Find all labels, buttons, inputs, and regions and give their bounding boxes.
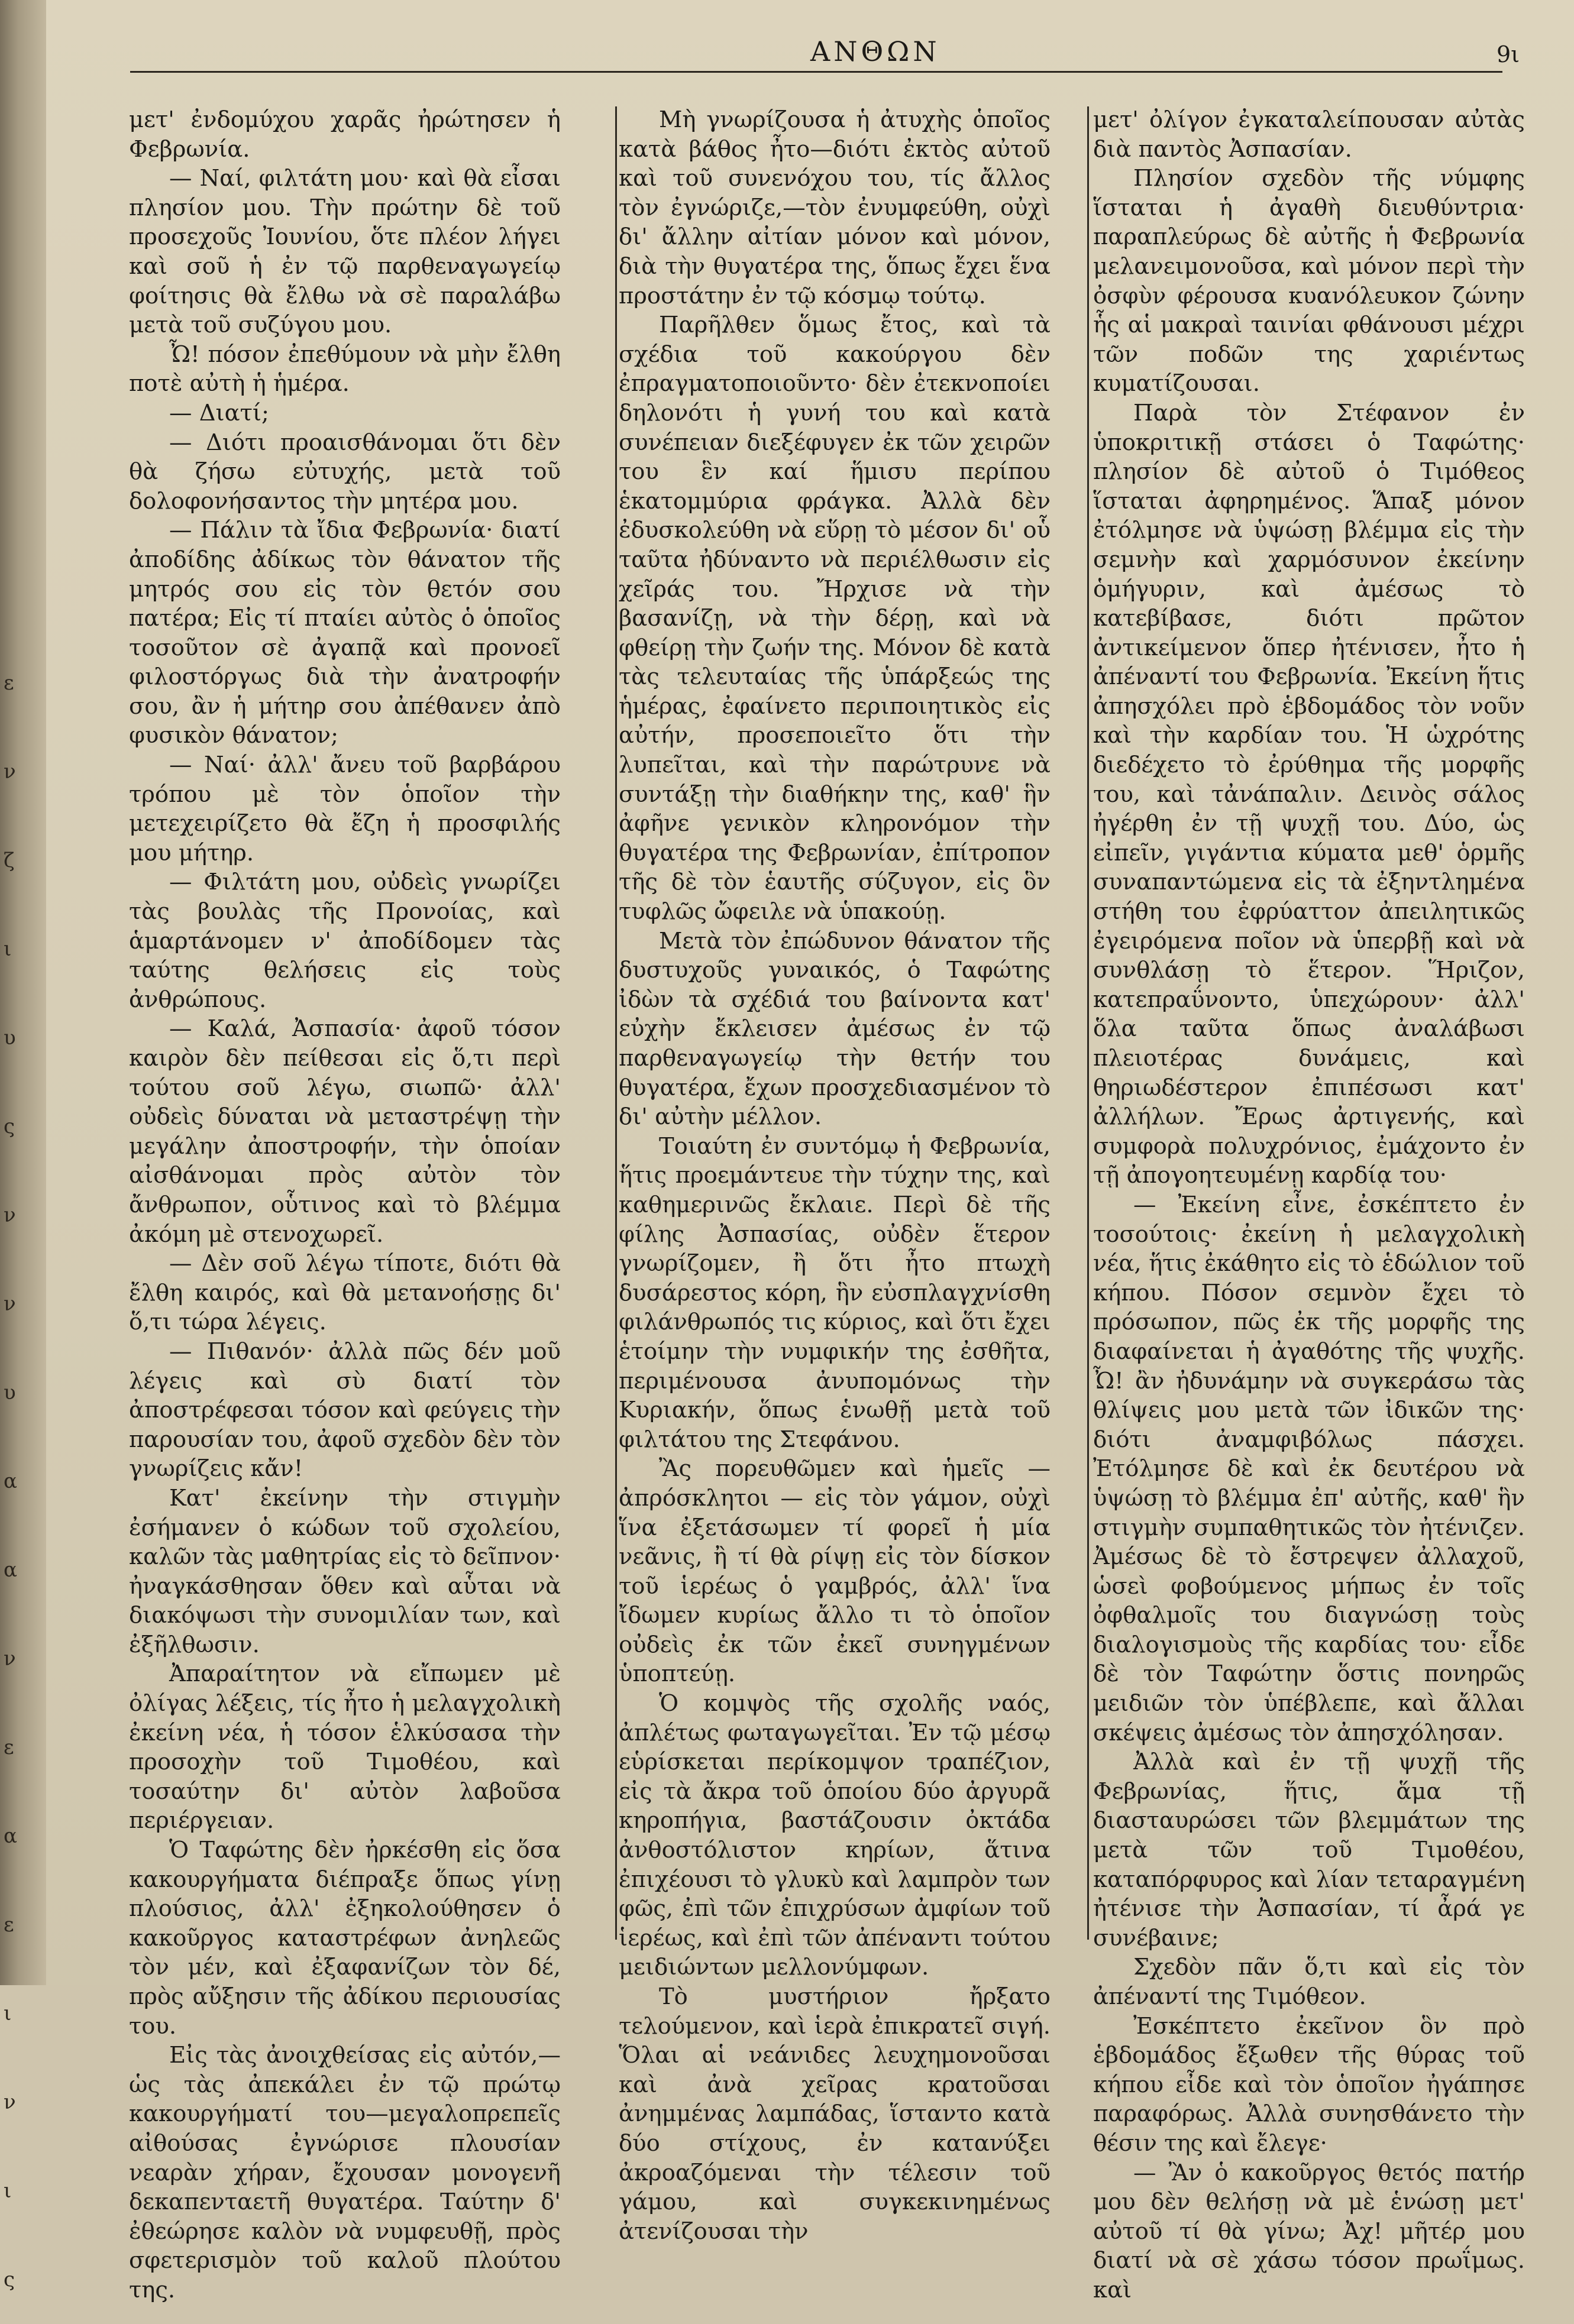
text-column-3 xyxy=(1093,105,1525,2303)
spine-glyph: ζ xyxy=(4,849,15,872)
paragraph: Παρῆλθεν ὅμως ἔτος, καὶ τὰ σχέδια τοῦ κακούργου δὲν ἐπραγματοποιοῦντο· δὲν ἐτεκνοποίει δηλονότι ἡ γυνή του καὶ κατὰ συνέπειαν διεξέφυγεν ἐκ τῶν χειρῶν του ἓν καί ἥμισυ περίπου ἑκατομμύρια φράγκα. Ἀλλὰ δὲν ἐδυσκολεύθη νὰ εὕρῃ τὸ μέσον δι' οὗ ταῦτα ἠδύναντο νὰ περιέλθωσιν εἰς χεῖράς του. Ἤρχισε νὰ τὴν βασανίζῃ, νὰ τὴν δέρῃ, καὶ νὰ φθείρῃ τὴν ζωήν της. Μόνον δὲ κατὰ τὰς τελευταίας τῆς ὑπάρξεώς της ἡμέρας, ἐφαίνετο περιποιητικὸς εἰς αὐτήν, προσεποιεῖτο ὅτι τὴν λυπεῖται, καὶ τὴν παρώτρυνε νὰ συντάξῃ τὴν διαθήκην της, καθ' ἣν ἀφῆνε γενικὸν κληρονόμον τὴν θυγατέρα της Φεβρωνίαν, ἐπίτροπον τῆς δὲ τὸν ἑαυτῆς σύζυγον, εἰς ὃν τυφλῶς ὤφειλε νὰ ὑπακούῃ. xyxy=(619,312,1051,925)
text-column-2 xyxy=(619,105,1051,2245)
paragraph: Σχεδὸν πᾶν ὅ,τι καὶ εἰς τὸν ἀπέναντί της Τιμόθεον. xyxy=(1093,1954,1525,2010)
paragraph: — Διότι προαισθάνομαι ὅτι δὲν θὰ ζήσω εὐτυχής, μετὰ τοῦ δολοφονήσαντος τὴν μητέρα μου. xyxy=(129,429,561,514)
paragraph: Ἀλλὰ καὶ ἐν τῇ ψυχῇ τῆς Φεβρωνίας, ἥτις, ἅμα τῇ διασταυρώσει τῶν βλεμμάτων της μετὰ τῶν τοῦ Τιμοθέου, καταπόρφυρος καὶ λίαν τεταραγμένη ἠτένισε τὴν Ἀσπασίαν, τί ἆρά γε συνέβαινε; xyxy=(1093,1749,1525,1951)
spine-glyph: α xyxy=(4,1470,17,1493)
paragraph: μετ' ὀλίγον ἐγκαταλείπουσαν αὐτὰς διὰ παντὸς Ἀσπασίαν. xyxy=(1093,106,1525,163)
paragraph: — Ἂν ὁ κακοῦργος θετός πατήρ μου δὲν θελήσῃ νὰ μὲ ἑνώσῃ μετ' αὐτοῦ τί θὰ γίνω; Ἀχ! μῆτέρ μου διατί νὰ σὲ χάσω τόσον πρωΐμως. καὶ xyxy=(1093,2159,1525,2303)
paragraph: — Καλά, Ἀσπασία· ἀφοῦ τόσον καιρὸν δὲν πείθεσαι εἰς ὅ,τι περὶ τούτου σοῦ λέγω, σιωπῶ· ἀλλ' οὐδεὶς δύναται νὰ μεταστρέψῃ τὴν μεγάλην ἀποστροφήν, τὴν ὁποίαν αἰσθάνομαι πρὸς αὐτὸν τὸν ἄνθρωπον, οὗτινος καὶ τὸ βλέμμα ἀκόμη μὲ στενοχωρεῖ. xyxy=(129,1015,561,1248)
spine-glyph: ν xyxy=(4,2090,16,2114)
paragraph: Ἀπαραίτητον νὰ εἴπωμεν μὲ ὀλίγας λέξεις, τίς ἦτο ἡ μελαγχολικὴ ἐκείνη νέα, ἡ τόσον ἑλκύσασα τὴν προσοχὴν τοῦ Τιμοθέου, καὶ τοσαύτην δι' αὐτὸν λαβοῦσα περιέργειαν. xyxy=(129,1661,561,1834)
spine-glyph: ν xyxy=(4,1647,16,1671)
spine-glyph: ι xyxy=(4,937,12,961)
running-title: ΑΝΘΩΝ xyxy=(810,35,940,67)
paragraph: Μὴ γνωρίζουσα ἡ ἀτυχὴς ὁποῖος κατὰ βάθος ἦτο—διότι ἐκτὸς αὐτοῦ καὶ τοῦ συνενόχου του, τίς ἄλλος τὸν ἐγνώριζε,—τὸν ἐνυμφεύθη, οὐχὶ δι' ἄλλην αἰτίαν μόνον καὶ μόνον, διὰ τὴν θυγατέρα της, ὅπως ἔχει ἕνα προστάτην ἐν τῷ κόσμῳ τούτῳ. xyxy=(619,106,1051,309)
spine-glyph: ν xyxy=(4,760,16,784)
spine-glyph: υ xyxy=(4,1381,16,1404)
paragraph: Τοιαύτη ἐν συντόμῳ ἡ Φεβρωνία, ἥτις προεμάντευε τὴν τύχην της, καὶ καθημερινῶς ἔκλαιε. Περὶ δὲ τῆς φίλης Ἀσπασίας, οὐδὲν ἕτερον γνωρίζομεν, ἢ ὅτι ἦτο πτωχὴ δυσάρεστος κόρη, ἣν εὐσπλαγχνίσθη φιλάνθρωπός τις κύριος, καὶ ὅτι ἔχει ἑτοίμην τὴν νυμφικήν της ἐσθῆτα, περιμένουσα ἀνυπομόνως τὴν Κυριακήν, ὅπως ἑνωθῇ μετὰ τοῦ φιλτάτου της Στεφάνου. xyxy=(619,1132,1051,1453)
paragraph: — Ναί· ἀλλ' ἄνευ τοῦ βαρβάρου τρόπου μὲ τὸν ὁποῖον τὴν μετεχειρίζετο θὰ ἔζη ἡ προσφιλής μου μήτηρ. xyxy=(129,752,561,866)
spine-glyph: ν xyxy=(4,1292,16,1316)
paragraph: Παρὰ τὸν Στέφανον ἐν ὑποκριτικῇ στάσει ὁ Ταφώτης· πλησίον δὲ αὐτοῦ ὁ Τιμόθεος ἵσταται ἀφηρημένος. Ἅπαξ μόνον ἐτόλμησε νὰ ὑψώσῃ βλέμμα εἰς τὴν σεμνὴν καὶ χαρμόσυνον ἐκείνην ὁμήγυριν, καὶ ἀμέσως τὸ κατεβίβασε, διότι πρῶτον ἀντικείμενον ὅπερ ἠτένισεν, ἦτο ἡ ἀπέναντί του Φεβρωνία. Ἐκείνη ἥτις ἀπησχόλει πρὸ ἑβδομάδος τὸν νοῦν καὶ τὴν καρδίαν του. Ἡ ὡχρότης διεδέχετο τὸ ἐρύθημα τῆς μορφῆς του, καὶ τἀνάπαλιν. Δεινὸς σάλος ἠγέρθη ἐν τῇ ψυχῇ του. Δύο, ὡς εἰπεῖν, γιγάντια κύματα μεθ' ὁρμῆς συναπαντώμενα εἰς τὰ ἐξηντλημένα στήθη του ἐφρύαττον ἀπειλητικῶς ἐγειρόμενα ποῖον νὰ ὑπερβῇ καὶ νὰ συνθλάσῃ τὸ ἕτερον. Ἥριζον, κατεπραΰνοντο, ὑπεχώρουν· ἀλλ' ὅλα ταῦτα ὅπως ἀναλάβωσι πλειοτέρας δυνάμεις, καὶ θηριωδέστερον ἐπιπέσωσι κατ' ἀλλήλων. Ἔρως ἀρτιγενής, καὶ συμφορὰ πολυχρόνιος, ἐμάχοντο ἐν τῇ ἀπογοητευμένῃ καρδίᾳ του· xyxy=(1093,399,1525,1189)
text-column-1 xyxy=(129,105,561,2303)
paragraph: Εἰς τὰς ἀνοιχθείσας εἰς αὐτόν,— ὡς τὰς ἀπεκάλει ἐν τῷ πρώτῳ κακουργήματί του—μεγαλοπρεπεῖς αἰθούσας ἐγνώρισε πλουσίαν νεαρὰν χήραν, ἔχουσαν μονογενῆ δεκαπενταετῆ θυγατέρα. Ταύτην δ' ἐθεώρησε καλὸν νὰ νυμφευθῇ, πρὸς σφετερισμὸν τοῦ καλοῦ πλούτου της. xyxy=(129,2042,561,2303)
paragraph: Ὁ Ταφώτης δὲν ἠρκέσθη εἰς ὅσα κακουργήματα διέπραξε ὅπως γίνῃ πλούσιος, ἀλλ' ἐξηκολούθησεν ὁ κακοῦργος καταστρέφων ἀνηλεῶς τὸν μέν, καὶ ἐξαφανίζων τὸν δέ, πρὸς αὔξησιν τῆς ἀδίκου περιουσίας του. xyxy=(129,1837,561,2040)
spine-glyph: ι xyxy=(4,2002,12,2025)
spine-glyph: α xyxy=(4,1558,17,1582)
page-number: 9ι xyxy=(1497,41,1520,67)
paragraph: Ὦ! πόσον ἐπεθύμουν νὰ μὴν ἔλθη ποτὲ αὐτὴ ἡ ἡμέρα. xyxy=(129,341,561,397)
spine-glyph: ς xyxy=(4,2268,15,2291)
paragraph: Ἐσκέπτετο ἐκεῖνον ὃν πρὸ ἑβδομάδος ἔξωθεν τῆς θύρας τοῦ κήπου εἶδε καὶ τὸν ὁποῖον ἠγάπησε παραφόρως. Ἀλλὰ συνησθάνετο τὴν θέσιν της καὶ ἔλεγε· xyxy=(1093,2012,1525,2157)
paragraph: — Πάλιν τὰ ἴδια Φεβρωνία· διατί ἀποδίδης ἀδίκως τὸν θάνατον τῆς μητρός σου εἰς τὸν θετόν σου πατέρα; Εἰς τί πταίει αὐτὸς ὁ ὁποῖος τοσοῦτον σὲ ἀγαπᾷ καὶ προνοεῖ φιλοστόργως διὰ τὴν ἀνατροφήν σου, ἂν ἡ μήτηρ σου ἀπέθανεν ἀπὸ φυσικὸν θάνατον; xyxy=(129,517,561,749)
spine-glyph: ι xyxy=(4,2179,12,2203)
paragraph: Κατ' ἐκείνην τὴν στιγμὴν ἐσήμανεν ὁ κώδων τοῦ σχολείου, καλῶν τὰς μαθητρίας εἰς τὸ δεῖπνον· ἠναγκάσθησαν ὅθεν καὶ αὗται νὰ διακόψωσι τὴν συνομιλίαν των, καὶ ἐξῆλθωσιν. xyxy=(129,1484,561,1658)
paragraph: — Διατί; xyxy=(169,399,270,426)
paragraph: Τὸ μυστήριον ἤρξατο τελούμενον, καὶ ἱερὰ ἐπικρατεῖ σιγή. Ὅλαι αἱ νεάνιδες λευχημονοῦσαι καὶ ἀνὰ χεῖρας κρατοῦσαι ἀνημμένας λαμπάδας, ἵσταντο κατὰ δύο στίχους, ἐν κατανύξει ἀκροαζόμεναι τὴν τέλεσιν τοῦ γάμου, καὶ συγκεκινημένως ἀτενίζουσαι τὴν xyxy=(619,1983,1051,2245)
paragraph: — Δὲν σοῦ λέγω τίποτε, διότι θὰ ἔλθη καιρός, καὶ θὰ μετανοήσῃς δι' ὅ,τι τώρα λέγεις. xyxy=(129,1250,561,1336)
paragraph: — Ἐκείνη εἶνε, ἐσκέπτετο ἐν τοσούτοις· ἐκείνη ἡ μελαγχολικὴ νέα, ἥτις ἐκάθητο εἰς τὸ ἑδώλιον τοῦ κήπου. Πόσον σεμνὸν ἔχει τὸ πρόσωπον, πῶς ἐκ τῆς μορφῆς της διαφαίνεται ἡ ἀγαθότης τῆς ψυχῆς. Ὦ! ἂν ἠδυνάμην νὰ συγκεράσω τὰς θλίψεις μου μετὰ τῶν ἰδικῶν της· διότι ἀναμφιβόλως πάσχει. Ἐτόλμησε δὲ καὶ ἐκ δευτέρου νὰ ὑψώσῃ τὸ βλέμμα ἐπ' αὐτῆς, καθ' ἣν στιγμὴν συμπαθητικῶς τὸν ἠτένιζεν. Ἀμέσως δὲ τὸ ἔστρεψεν ἀλλαχοῦ, ὡσεὶ φοβούμενος μήπως ἐν τοῖς ὀφθαλμοῖς του διαγνώσῃ τοὺς διαλογισμοὺς τῆς καρδίας του· εἶδε δὲ τὸν Ταφώτην ὅστις πονηρῶς μειδιῶν τὸν ὑπέβλεπε, καὶ ἄλλαι σκέψεις ἀμέσως τὸν ἀπησχόλησαν. xyxy=(1093,1191,1525,1746)
spine-glyph: ν xyxy=(4,1203,16,1227)
spine-glyph: ς xyxy=(4,1115,15,1138)
paragraph: Μετὰ τὸν ἐπώδυνον θάνατον τῆς δυστυχοῦς γυναικός, ὁ Ταφώτης ἰδὼν τὰ σχέδιά του βαίνοντα κατ' εὐχὴν ἔκλεισεν ἀμέσως ἐν τῷ παρθεναγωγείῳ τὴν θετήν του θυγατέρα, ἔχων προσχεδιασμένον τὸ δι' αὐτὴν μέλλον. xyxy=(619,927,1051,1131)
paragraph: Ὁ κομψὸς τῆς σχολῆς ναός, ἀπλέτως φωταγωγεῖται. Ἐν τῷ μέσῳ εὑρίσκεται περίκομψον τραπέζιον, εἰς τὰ ἄκρα τοῦ ὁποίου δύο ἀργυρᾶ κηροπήγια, βαστάζουσιν ὀκτάδα ἀνθοστόλιστον κηρίων, ἅτινα ἐπιχέουσι τὸ γλυκὺ καὶ λαμπρὸν των φῶς, ἐπὶ τῶν ἐπιχρύσων ἀμφίων τοῦ ἱερέως, καὶ ἐπὶ τῶν ἀπέναντι τούτου μειδιώντων μελλονύμφων. xyxy=(619,1690,1051,1981)
book-spine-shadow xyxy=(0,0,46,2291)
spine-glyph: α xyxy=(4,1824,17,1848)
spine-glyph: ε xyxy=(4,1736,14,1759)
paragraph: μετ' ἐνδομύχου χαρᾶς ἠρώτησεν ἡ Φεβρωνία. xyxy=(129,106,561,163)
column-divider-2 xyxy=(1087,106,1089,1940)
paragraph: Ἂς πορευθῶμεν καὶ ἡμεῖς — ἀπρόσκλητοι — εἰς τὸν γάμον, οὐχὶ ἵνα ἐξετάσωμεν τί φορεῖ ἡ μία νεᾶνις, ἢ τί θὰ ρίψῃ εἰς τὸν δίσκον τοῦ ἱερέως ὁ γαμβρός, ἀλλ' ἵνα ἴδωμεν κυρίως ἄλλο τι τὸ ὁποῖον οὐδεὶς ἐκ τῶν ἐκεῖ συνηγμένων ὑποπτεύῃ. xyxy=(619,1455,1051,1688)
paragraph: — Ναί, φιλτάτη μου· καὶ θὰ εἶσαι πλησίον μου. Τὴν πρώτην δὲ τοῦ προσεχοῦς Ἰουνίου, ὅτε πλέον λήγει καὶ σοῦ ἡ ἐν τῷ παρθεναγωγείῳ φοίτησις θὰ ἔλθω νὰ σὲ παραλάβω μετὰ τοῦ συζύγου μου. xyxy=(129,165,561,339)
spine-glyph: υ xyxy=(4,1026,16,1050)
column-divider-1 xyxy=(615,106,617,1940)
header-rule xyxy=(130,71,1502,73)
facing-page-margin-fragments xyxy=(4,639,21,2324)
spine-glyph: ε xyxy=(4,671,14,695)
spine-glyph: ε xyxy=(4,1913,14,1937)
paragraph: Πλησίον σχεδὸν τῆς νύμφης ἵσταται ἡ ἀγαθὴ διευθύντρια· παραπλεύρως δὲ αὐτῆς ἡ Φεβρωνία μελανειμονοῦσα, καὶ μόνον περὶ τὴν ὀσφὺν φέρουσα κυανόλευκον ζώνην ἧς αἱ μακραὶ ταινίαι φθάνουσι μέχρι τῶν ποδῶν της χαριέντως κυματίζουσαι. xyxy=(1093,165,1525,397)
paragraph: — Πιθανόν· ἀλλὰ πῶς δέν μοῦ λέγεις καὶ σὺ διατί τὸν ἀποστρέφεσαι τόσον καὶ φεύγεις τὴν παρουσίαν του, ἀφοῦ σχεδὸν δὲν τὸν γνωρίζεις κἄν! xyxy=(129,1338,561,1483)
paragraph: — Φιλτάτη μου, οὐδεὶς γνωρίζει τὰς βουλὰς τῆς Προνοίας, καὶ ἁμαρτάνομεν ν' ἀποδίδομεν τὰς ταύτης θελήσεις εἰς τοὺς ἀνθρώπους. xyxy=(129,869,561,1013)
